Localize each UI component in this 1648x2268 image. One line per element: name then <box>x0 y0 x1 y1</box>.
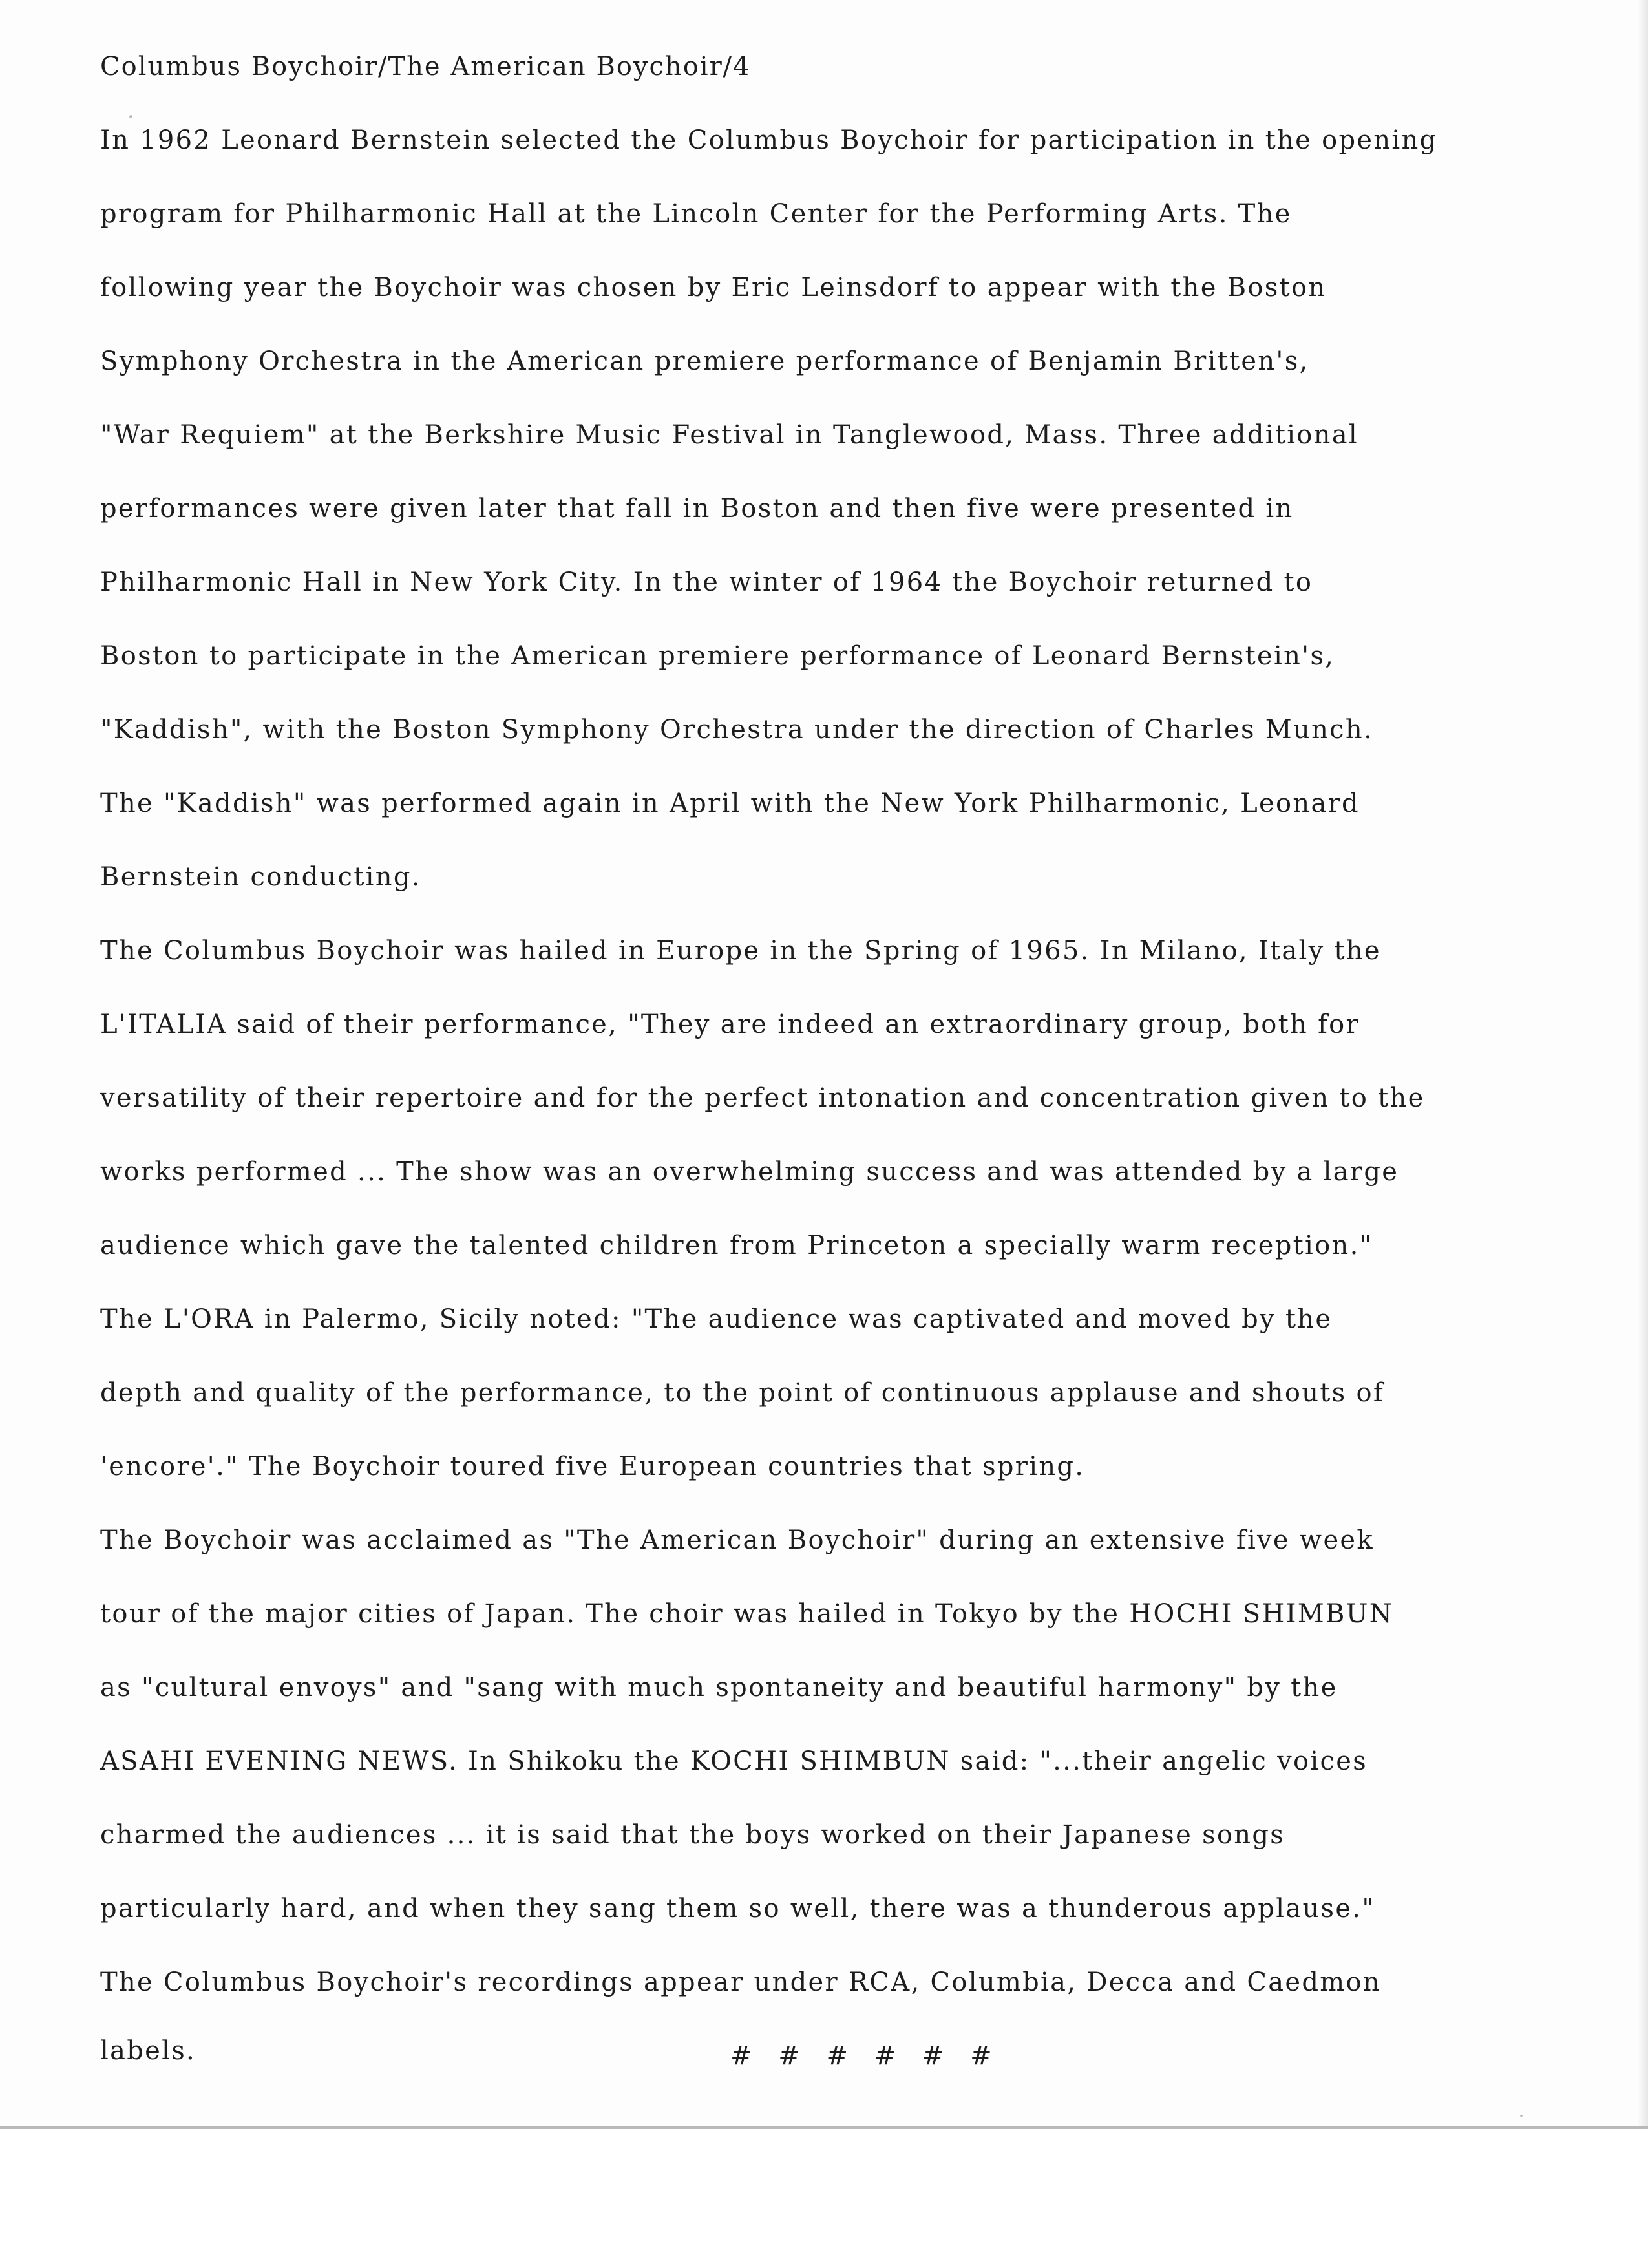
text-line: as "cultural envoys" and "sang with much spontaneity and beautiful harmony" by the <box>100 1673 1338 1702</box>
text-line: labels. <box>100 2036 196 2066</box>
text-line: In 1962 Leonard Bernstein selected the Columbus Boychoir for participation in the opening <box>100 125 1438 155</box>
text-line: tour of the major cities of Japan. The choir was hailed in Tokyo by the HOCHI SHIMBUN <box>100 1599 1394 1629</box>
text-line: audience which gave the talented children from Princeton a specially warm reception." <box>100 1231 1373 1260</box>
text-line: program for Philharmonic Hall at the Lincoln Center for the Performing Arts. The <box>100 199 1292 229</box>
text-line: Bernstein conducting. <box>100 862 421 892</box>
text-line: The "Kaddish" was performed again in April with the New York Philharmonic, Leonard <box>100 789 1360 818</box>
text-line: works performed ... The show was an overwhelming success and was attended by a large <box>100 1157 1399 1187</box>
text-line: 'encore'." The Boychoir toured five European countries that spring. <box>100 1452 1085 1481</box>
text-line: The Columbus Boychoir was hailed in Europe in the Spring of 1965. In Milano, Italy the <box>100 936 1381 966</box>
text-line: Philharmonic Hall in New York City. In the winter of 1964 the Boychoir returned to <box>100 567 1313 597</box>
paper-speck <box>129 115 132 118</box>
text-line: depth and quality of the performance, to the point of continuous applause and shouts of <box>100 1378 1385 1408</box>
text-line: "War Requiem" at the Berkshire Music Festival in Tanglewood, Mass. Three additional <box>100 420 1358 450</box>
text-line: Boston to participate in the American premiere performance of Leonard Bernstein's, <box>100 641 1335 671</box>
text-line: The L'ORA in Palermo, Sicily noted: "The audience was captivated and moved by the <box>100 1304 1333 1334</box>
scan-background <box>0 2129 1648 2268</box>
end-mark: # # # # # # <box>730 2041 1001 2071</box>
text-line: The Columbus Boychoir's recordings appear under RCA, Columbia, Decca and Caedmon <box>100 1967 1381 1997</box>
text-line: following year the Boychoir was chosen by Eric Leinsdorf to appear with the Boston <box>100 273 1327 302</box>
paper-speck <box>1520 2115 1523 2117</box>
text-line: particularly hard, and when they sang them so well, there was a thunderous applause." <box>100 1894 1376 1924</box>
page-header: Columbus Boychoir/The American Boychoir/4 <box>100 52 751 81</box>
text-line: Symphony Orchestra in the American premiere performance of Benjamin Britten's, <box>100 346 1309 376</box>
text-line: charmed the audiences ... it is said that the boys worked on their Japanese songs <box>100 1820 1285 1850</box>
text-line: versatility of their repertoire and for the perfect intonation and concentration given to the <box>100 1083 1425 1113</box>
text-line: The Boychoir was acclaimed as "The American Boychoir" during an extensive five week <box>100 1525 1374 1555</box>
text-line: ASAHI EVENING NEWS. In Shikoku the KOCHI SHIMBUN said: "...their angelic voices <box>100 1746 1368 1776</box>
text-line: "Kaddish", with the Boston Symphony Orchestra under the direction of Charles Munch. <box>100 715 1373 745</box>
page-edge-shadow <box>1636 0 1648 2126</box>
text-line: L'ITALIA said of their performance, "They are indeed an extraordinary group, both for <box>100 1010 1360 1039</box>
text-line: performances were given later that fall in Boston and then five were presented in <box>100 494 1294 524</box>
